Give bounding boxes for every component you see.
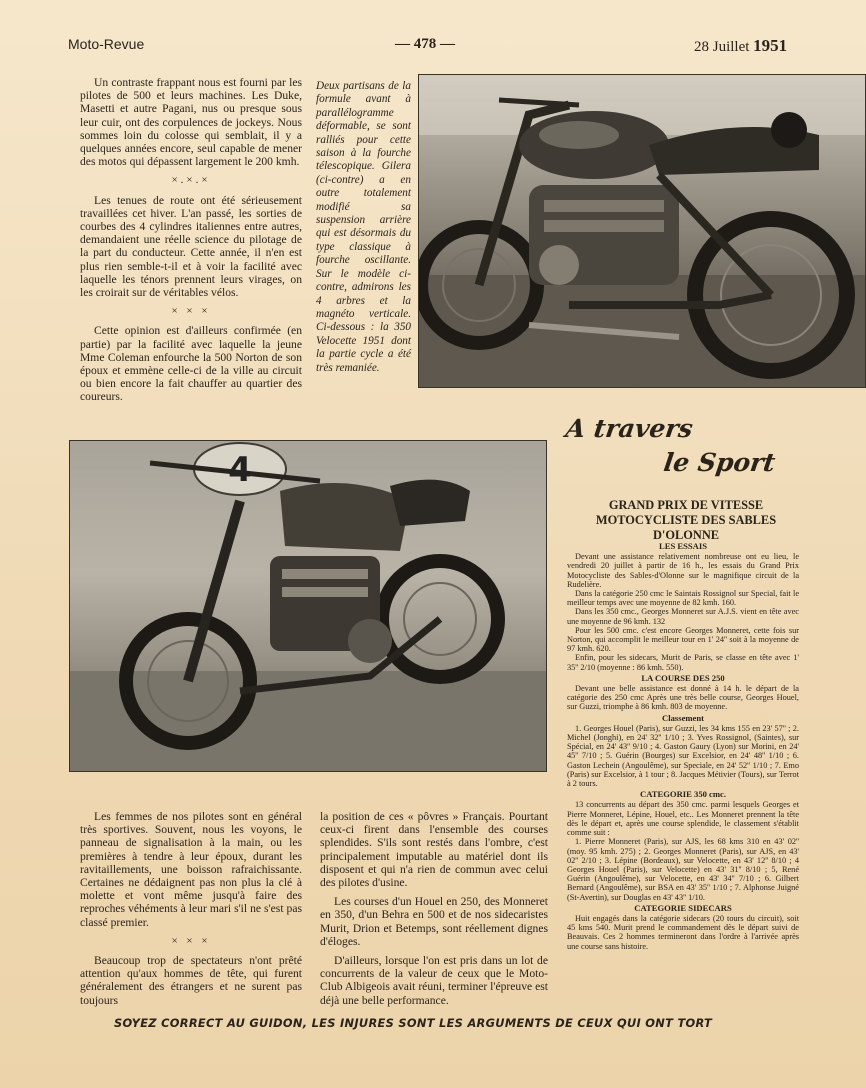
paragraph: Un contraste frappant nous est fourni par les pilotes de 500 et leurs machines. Les Duke, Masetti et autre Pagani, nus ou presque sous leur cuir, ont des corpulences de jockeys. Nous sommes loin du colosse qui semblait, il y a quelques années encore, seul capable de mener des motos qui dépassent largement le 200 kmh.: [80, 76, 302, 169]
separator: × × ×: [171, 934, 211, 947]
report-paragraph: Dans la catégorie 250 cmc le Saintais Rossignol sur Special, fait le meilleur temps avec une moyenne de 82 kmh. 160.: [567, 589, 799, 608]
magazine-title: Moto-Revue: [68, 36, 145, 52]
gilera-motorcycle-illustration: [419, 75, 865, 387]
velocette-motorcycle-illustration: [70, 441, 546, 771]
report-paragraph: Dans les 350 cmc., Georges Monneret sur A.J.S. vient en tête avec une moyenne de 96 kmh. 132: [567, 607, 799, 626]
separator: × × ×: [171, 305, 211, 318]
race-number-plate: 4: [228, 450, 252, 490]
sport-section-title-line1: A travers: [563, 414, 695, 443]
race-report: [567, 540, 799, 951]
report-paragraph: 1. Georges Houel (Paris), sur Guzzi, les 34 kms 155 en 23' 57'' ; 2. Michel (Jonghi), en 24' 32'' 1/10 ; 3. Yves Rossignol, (Saintes), sur Spécial, en 24' 43'' 9/10 ; 4. Gaston Gaury (Lyon) sur Morini, en 24' 45'' 7/10 ; 5. Guérin (Bourges) sur Excelsior, en 24' 48'' 1/10 ; 6. Gaston Lechein (Angoulême), sur Speciale, en 24' 52'' 1/10 ; 7. Emo (Paris) sur Excelsior, à 1 tour ; 8. Jacques Métivier (Tours), sur Terrot à 2 tours.: [567, 723, 799, 789]
paragraph: la position de ces « pôvres » Français. Pourtant ceux-ci firent dans l'ensemble des courses splendides. S'ils sont restés dans l'ombre, c'est principalement imputable au matériel dont ils disposent et qui n'a rien de commun avec celui des pilotes d'usine.: [320, 810, 548, 890]
sport-section-title-line2: le Sport: [661, 448, 778, 477]
report-section-heading: LES ESSAIS: [658, 541, 707, 551]
gilera-motorcycle-photo: [418, 74, 866, 388]
article-column-left: [80, 76, 302, 410]
report-paragraph: 13 concurrents au départ des 350 cmc. parmi lesquels Georges et Pierre Monneret, Lépine, Houel, etc.. Les Monneret prennent la tête dès le départ et, après une course splendide, le classement s'établit comme suit :: [567, 800, 799, 838]
page-number: — 478 —: [395, 36, 455, 52]
report-paragraph: Enfin, pour les sidecars, Murit de Paris, se classe en tête avec 1' 35'' 2/10 (moyenne : 86 kmh. 550).: [567, 653, 799, 672]
paragraph: D'ailleurs, lorsque l'on est pris dans un lot de concurrents de la valeur de ceux que le Moto-Club Albigeois avait réuni, terminer l'épreuve est déjà une belle performance.: [320, 954, 548, 1007]
news-headline: GRAND PRIX DE VITESSE MOTOCYCLISTE DES SABLES D'OLONNE: [595, 498, 777, 542]
report-section-heading: Classement: [661, 712, 704, 723]
paragraph: Les courses d'un Houel en 250, des Monneret en 350, d'un Behra en 500 et de nos sidecaristes Murit, Drion et Betemps, sont réellement dignes d'éloges.: [320, 895, 548, 948]
report-paragraph: 1. Pierre Monneret (Paris), sur AJS, les 68 kms 310 en 43' 02'' (moy. 95 kmh. 275) ; 2. Georges Monneret (Paris), sur AJS, en 43' 02'' 2/10 ; 3. Lépine (Bordeaux), sur Velocette, en 43' 12'' 8/10 ; 4 Georges Houel (Paris), sur Velocette) en 43' 31'' 8/10 ; 5, René Guérin (Angoulême), sur Velocette, en 43' 34'' 7/10 ; 6. Gilbert Bernard (Angoulême), sur BSA en 43' 35'' 1/10 ; 7. Alphonse Juigné (St-Avertin), sur Douglas en 43' 43'' 1/10.: [567, 837, 799, 902]
report-paragraph: Pour les 500 cmc. c'est encore Georges Monneret, cette fois sur Norton, qui accomplit le meilleur tour en 1' 24'' soit à la moyenne de 97 kmh. 620.: [567, 625, 799, 654]
paragraph: Cette opinion est d'ailleurs confirmée (en partie) par la facilité avec laquelle la jeune Mme Coleman enfourche la 500 Norton de son époux et emmène celle-ci de la ville au circuit ou bien encore la fait chauffer au quartier des coureurs.: [80, 324, 302, 404]
photo-caption: Deux partisans de la formule avant à parallélogramme déformable, se sont ralliés pour cette saison à la fourche télescopique. Gilera (ci-contre) a en outre totalement modifié sa suspension arrière qui est désormais du type classique à fourche oscillante. Sur le modèle ci-contre, admirons les 4 arbres et la magnéto verticale. Ci-dessous : la 350 Velocette 1951 dont la partie cycle a été très remaniée.: [316, 80, 411, 374]
paragraph: Les tenues de route ont été sérieusement travaillées cet hiver. L'an passé, les sorties de courbes des 4 cylindres italiennes entre autres, demandaient une réelle science du pilotage de la part du conducteur. Cette année, il n'en est plus rien semble-t-il et à voir la facilité avec laquelle les ténors prennent leurs virages, on les croirait sur de véritables vélos.: [80, 193, 302, 300]
report-paragraph: Devant une assistance relativement nombreuse ont eu lieu, le vendredi 20 juillet à partir de 16 h., les essais du Grand Prix Motocycliste des Sables-d'Olonne sur le magnifique circuit de la Rudelière.: [567, 552, 799, 589]
footer-slogan: SOYEZ CORRECT AU GUIDON, LES INJURES SONT LES ARGUMENTS DE CEUX QUI ONT TORT: [114, 1016, 713, 1030]
article-column-bottom-middle: [320, 810, 548, 1013]
issue-year: 1951: [753, 36, 788, 55]
issue-date: [694, 36, 787, 56]
separator: ×.×.×: [171, 174, 211, 187]
article-column-bottom-left: [80, 810, 302, 1013]
velocette-motorcycle-photo: [69, 440, 547, 772]
report-paragraph: Devant une belle assistance est donné à 14 h. le départ de la catégorie des 250 cmc Après une très belle course, Georges Houel, sur Guzzi, triomphe à 86 kmh. 803 de moyenne.: [567, 684, 799, 712]
issue-date-day-month: 28 Juillet: [694, 39, 750, 55]
paragraph: Beaucoup trop de spectateurs n'ont prêté attention qu'aux hommes de tête, qui furent généralement des étrangers et ne surent pas toujours: [80, 954, 302, 1007]
paragraph: Les femmes de nos pilotes sont en général très sportives. Souvent, nous les voyons, le panneau de signalisation à la main, ou les premières à tendre à leur époux, durant les ravitaillements, une boisson rafraichissante. Certaines ne dédaignent pas non plus la clé à molette et vont même jusqu'à faire des reproches véhéments à leur mari s'il ne s'est pas classé premier.: [80, 810, 302, 929]
report-section-heading: CATEGORIE 350 cmc.: [639, 789, 726, 800]
report-section-heading: CATEGORIE SIDECARS: [634, 902, 732, 913]
report-section-heading: LA COURSE DES 250: [641, 672, 725, 683]
report-paragraph: Huit engagés dans la catégorie sidecars (20 tours du circuit), soit 45 kms 540. Murit prend le commandement dès le départ suivi de Beauvais. Ces 2 hommes termineront dans l'ordre à l'arrivée après une course sans histoire.: [567, 913, 799, 951]
